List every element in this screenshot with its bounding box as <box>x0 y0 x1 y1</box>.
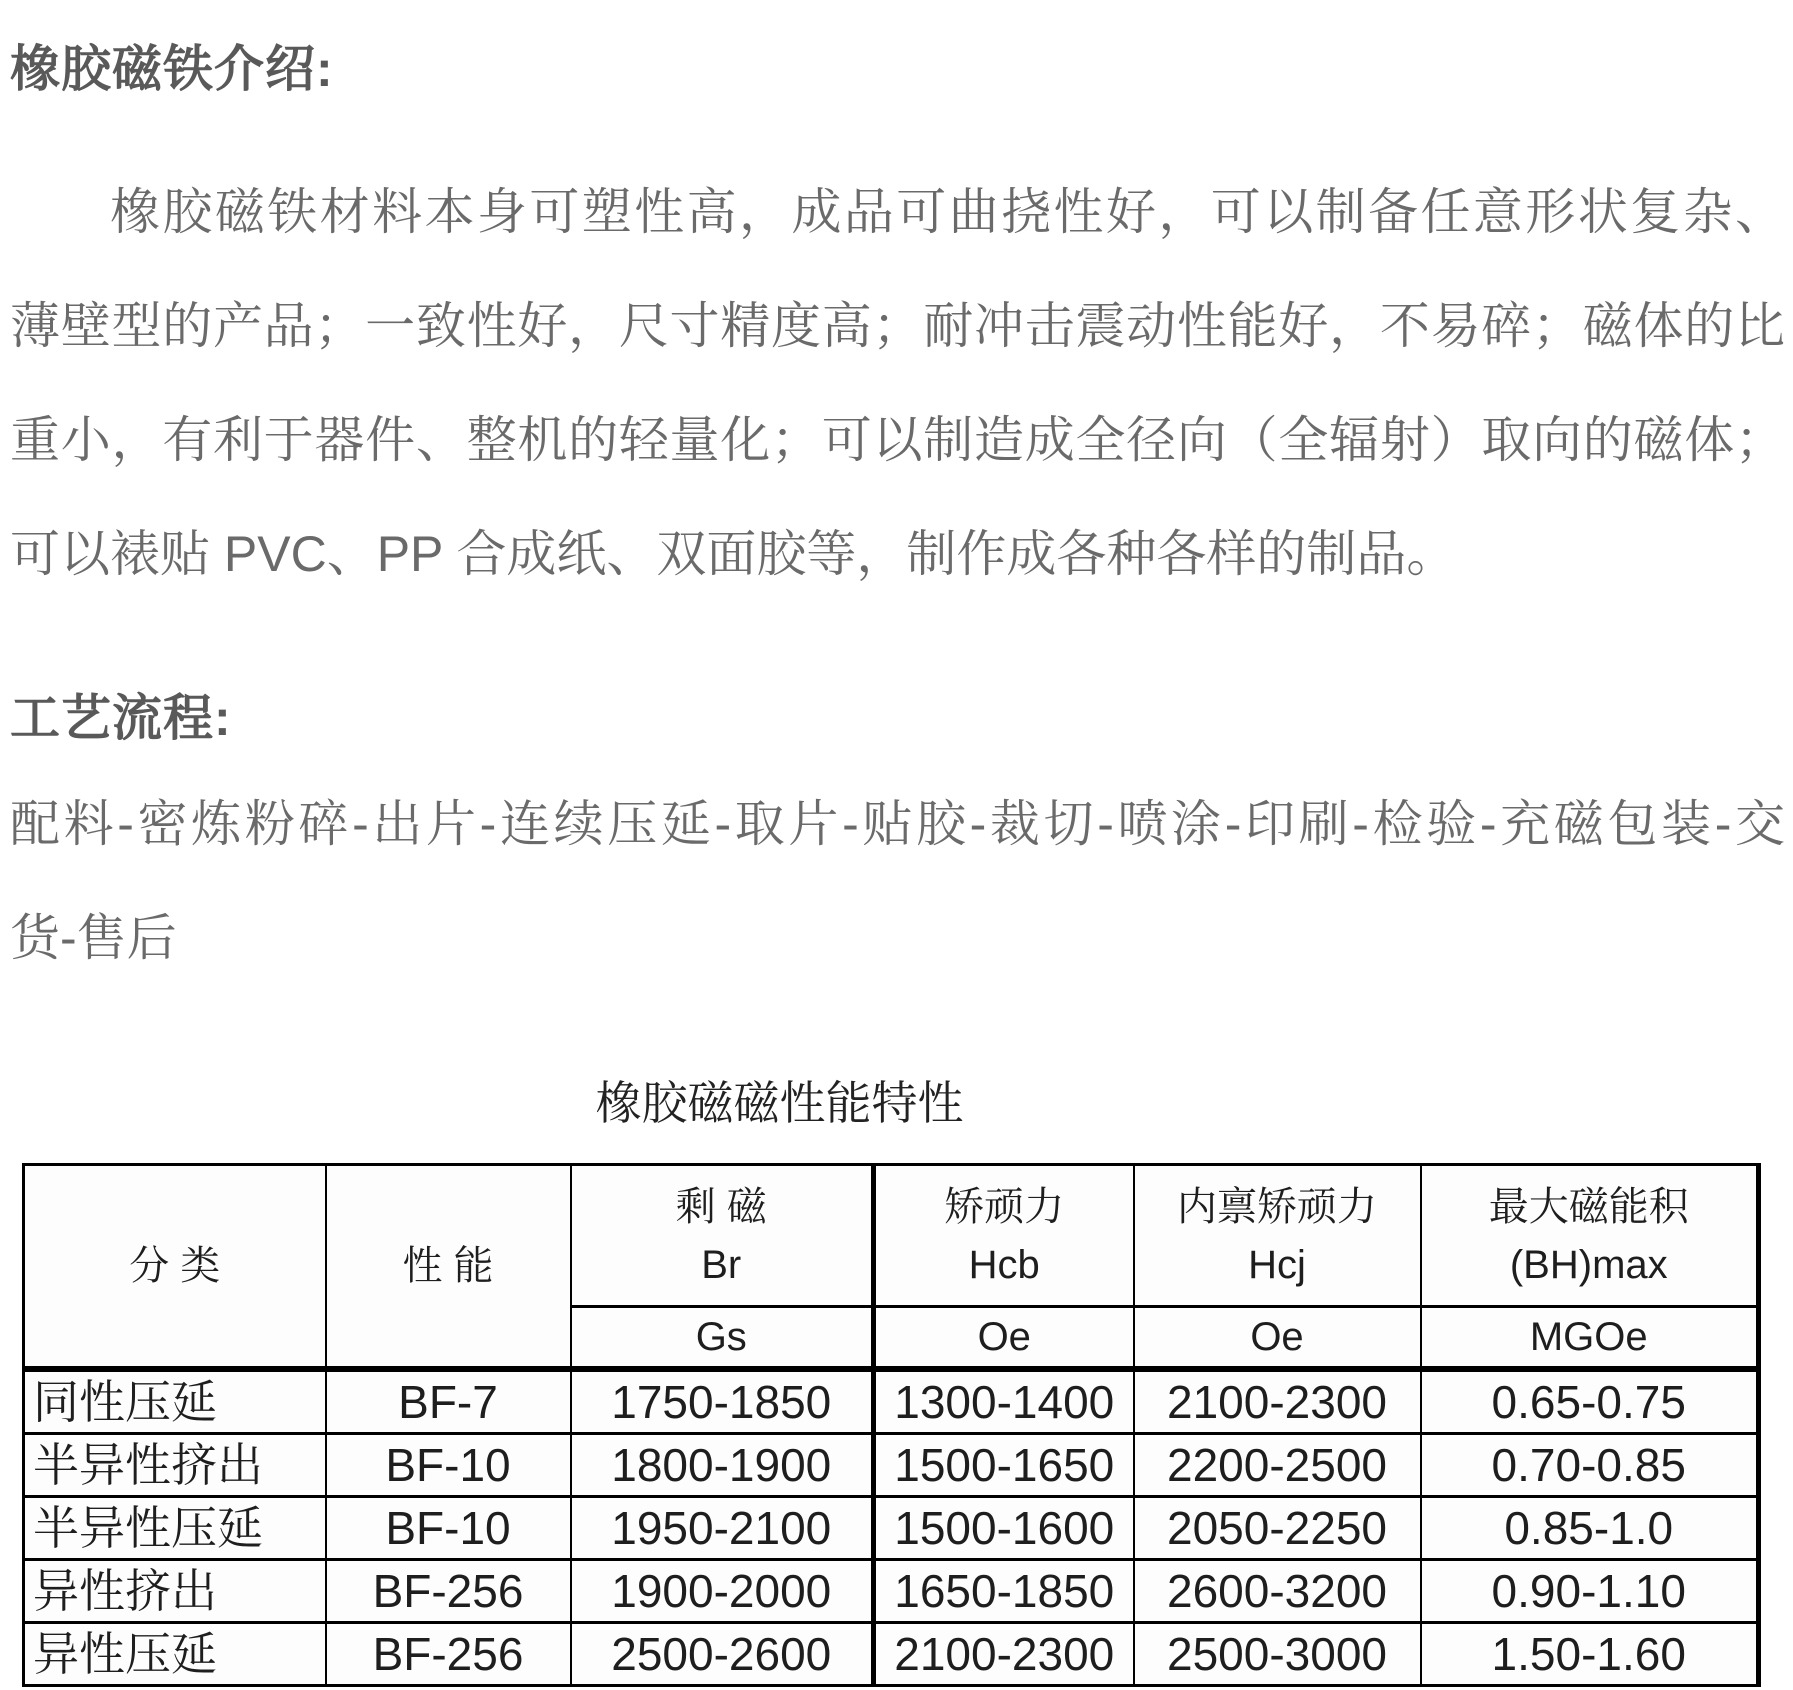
cell-hcj: 2500-3000 <box>1134 1623 1421 1686</box>
cell-br: 1800-1900 <box>571 1434 874 1497</box>
header-bhmax-symbol: (BH)max <box>1509 1242 1668 1287</box>
cell-hcb: 2100-2300 <box>874 1623 1134 1686</box>
cell-category: 半异性压延 <box>24 1497 326 1560</box>
cell-br: 1900-2000 <box>571 1560 874 1623</box>
intro-line-3: 重小，有利于器件、整机的轻量化；可以制造成全径向（全辐射）取向的磁体； <box>10 412 1785 468</box>
header-category: 分 类 <box>24 1165 326 1370</box>
header-hcb <box>874 1165 1134 1307</box>
header-br <box>571 1165 874 1307</box>
cell-hcj: 2100-2300 <box>1134 1369 1421 1434</box>
table-row <box>24 1369 1759 1434</box>
cell-grade: BF-256 <box>326 1560 571 1623</box>
cell-hcj: 2200-2500 <box>1134 1434 1421 1497</box>
cell-br: 1950-2100 <box>571 1497 874 1560</box>
process-paragraph <box>10 767 1785 995</box>
cell-bhmax: 0.65-0.75 <box>1421 1369 1759 1434</box>
header-bhmax-name: 最大磁能积 <box>1488 1184 1689 1229</box>
table-body <box>24 1369 1759 1686</box>
process-line-2: 货-售后 <box>10 910 177 966</box>
cell-hcb: 1650-1850 <box>874 1560 1134 1623</box>
unit-gs: Gs <box>571 1307 874 1370</box>
cell-grade: BF-10 <box>326 1497 571 1560</box>
table-header <box>24 1165 1759 1370</box>
cell-hcj: 2050-2250 <box>1134 1497 1421 1560</box>
unit-mgoe: MGOe <box>1421 1307 1759 1370</box>
table-row <box>24 1623 1759 1686</box>
header-hcj <box>1134 1165 1421 1307</box>
cell-hcb: 1500-1650 <box>874 1434 1134 1497</box>
table-title: 橡胶磁磁性能特性 <box>595 1077 964 1129</box>
intro-line-4: 可以裱贴 PVC、PP 合成纸、双面胶等，制作成各种各样的制品。 <box>10 526 1457 582</box>
table-row <box>24 1497 1759 1560</box>
header-hcb-name: 矫顽力 <box>944 1184 1065 1229</box>
cell-grade: BF-7 <box>326 1369 571 1434</box>
header-hcb-symbol: Hcb <box>968 1242 1040 1287</box>
header-hcj-name: 内禀矫顽力 <box>1177 1184 1377 1229</box>
cell-category: 半异性挤出 <box>24 1434 326 1497</box>
cell-category: 异性压延 <box>24 1623 326 1686</box>
cell-category: 异性挤出 <box>24 1560 326 1623</box>
header-performance: 性 能 <box>326 1165 571 1370</box>
performance-table <box>22 1163 1761 1687</box>
cell-grade: BF-10 <box>326 1434 571 1497</box>
cell-hcj: 2600-3200 <box>1134 1560 1421 1623</box>
cell-br: 2500-2600 <box>571 1623 874 1686</box>
header-br-name: 剩 磁 <box>675 1184 767 1229</box>
process-line-1: 配料-密炼粉碎-出片-连续压延-取片-贴胶-裁切-喷涂-印刷-检验-充磁包装-交 <box>10 796 1785 852</box>
process-heading: 工艺流程: <box>10 690 232 746</box>
table-row <box>24 1434 1759 1497</box>
cell-bhmax: 0.90-1.10 <box>1421 1560 1759 1623</box>
header-bhmax <box>1421 1165 1759 1307</box>
table-row <box>24 1560 1759 1623</box>
intro-line-2: 薄壁型的产品；一致性好，尺寸精度高；耐冲击震动性能好，不易碎；磁体的比 <box>10 298 1785 354</box>
intro-heading: 橡胶磁铁介绍: <box>10 41 334 97</box>
cell-hcb: 1500-1600 <box>874 1497 1134 1560</box>
cell-hcb: 1300-1400 <box>874 1369 1134 1434</box>
header-br-symbol: Br <box>701 1242 742 1287</box>
cell-bhmax: 0.70-0.85 <box>1421 1434 1759 1497</box>
cell-grade: BF-256 <box>326 1623 571 1686</box>
unit-oe-hcb: Oe <box>874 1307 1134 1370</box>
unit-oe-hcj: Oe <box>1134 1307 1421 1370</box>
cell-bhmax: 1.50-1.60 <box>1421 1623 1759 1686</box>
cell-category: 同性压延 <box>24 1369 326 1434</box>
cell-br: 1750-1850 <box>571 1369 874 1434</box>
intro-paragraph <box>10 155 1785 611</box>
header-hcj-symbol: Hcj <box>1248 1242 1306 1287</box>
intro-line-1: 橡胶磁铁材料本身可塑性高，成品可曲挠性好，可以制备任意形状复杂、 <box>110 184 1785 240</box>
cell-bhmax: 0.85-1.0 <box>1421 1497 1759 1560</box>
